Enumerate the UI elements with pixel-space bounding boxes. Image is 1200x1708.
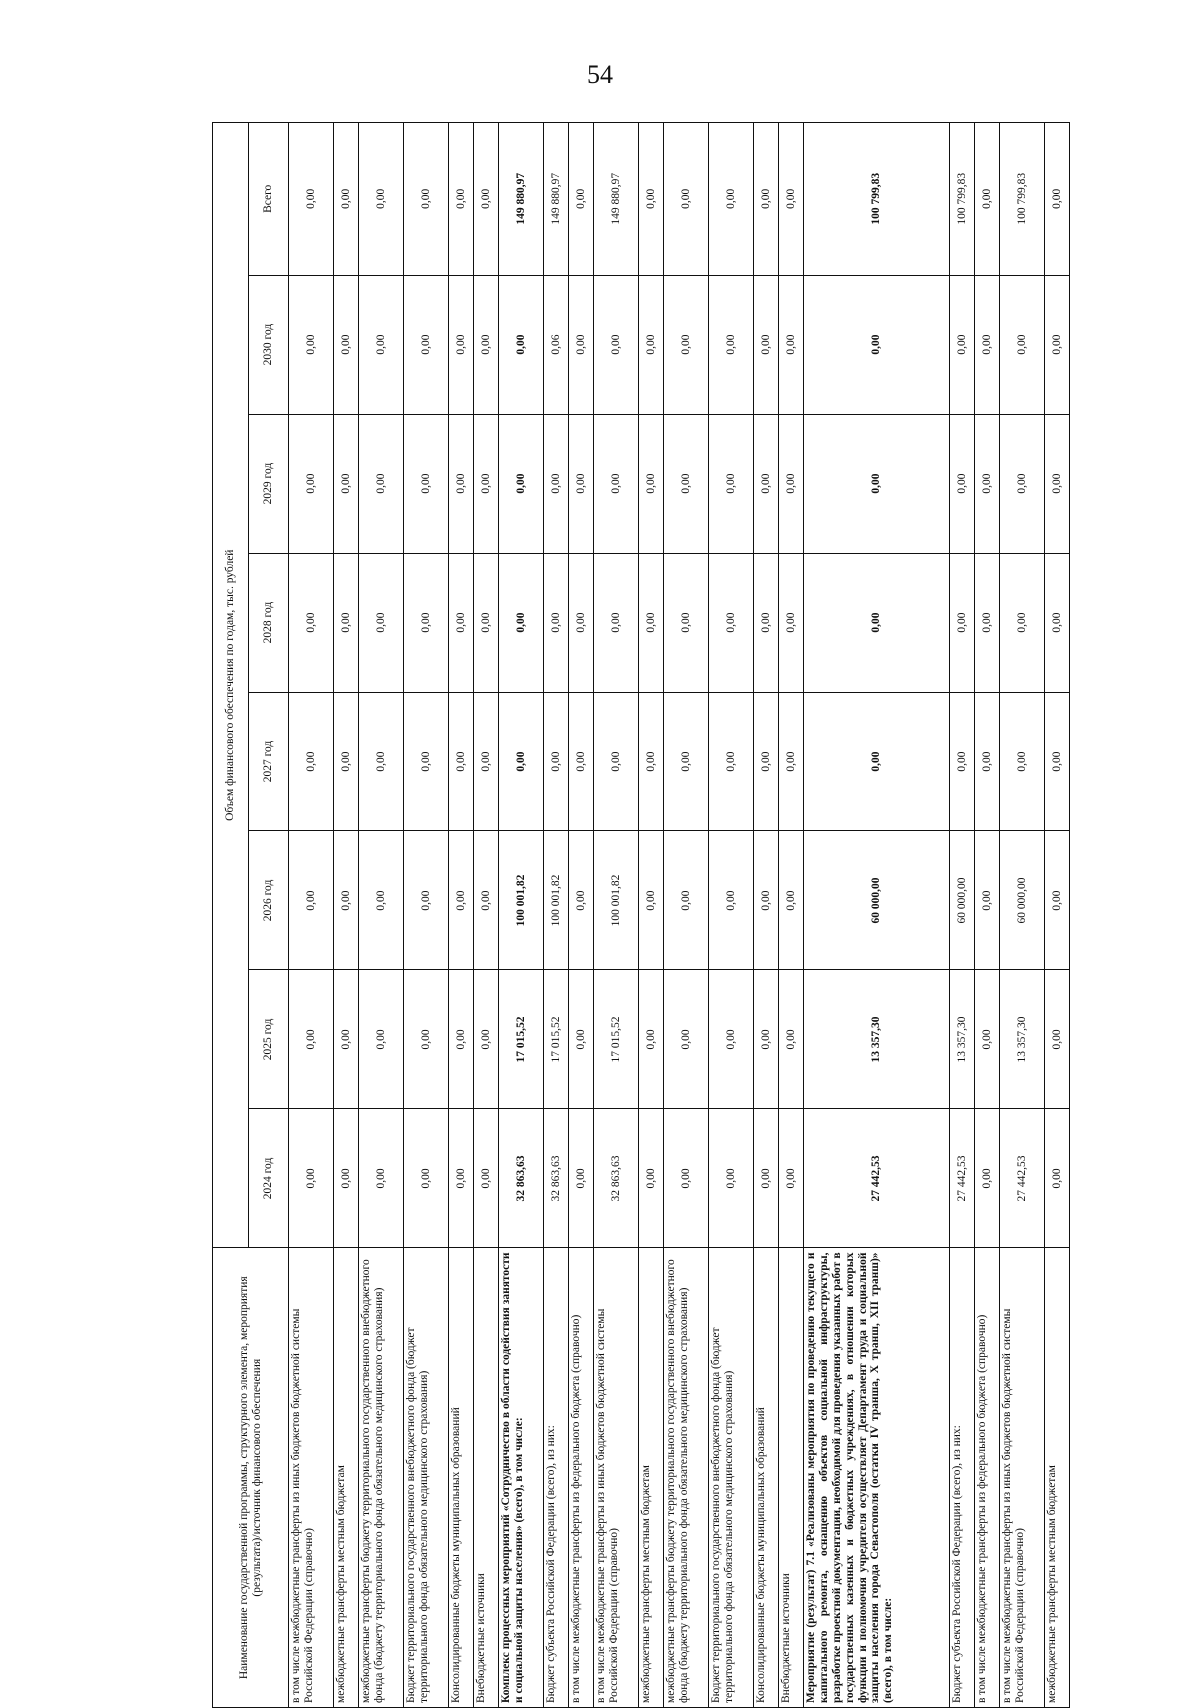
- page-number: 54: [587, 60, 613, 89]
- value-cell: 27 442,53: [950, 1109, 975, 1248]
- value-cell: 0,00: [474, 123, 499, 276]
- value-cell: 0,00: [975, 553, 1000, 692]
- value-cell: 0,00: [593, 692, 638, 831]
- value-cell: 0,00: [804, 414, 950, 553]
- value-cell: 0,00: [709, 275, 754, 414]
- table-row: [779, 123, 804, 1708]
- value-cell: 100 799,83: [804, 123, 950, 276]
- value-cell: 0,00: [779, 553, 804, 692]
- value-cell: 0,00: [359, 692, 404, 831]
- value-cell: 0,00: [975, 970, 1000, 1109]
- value-cell: 32 863,63: [499, 1109, 544, 1248]
- value-cell: 0,00: [593, 553, 638, 692]
- value-cell: 13 357,30: [804, 970, 950, 1109]
- value-cell: 0,00: [289, 970, 334, 1109]
- header-year: 2029 год: [249, 414, 289, 553]
- value-cell: 0,00: [474, 275, 499, 414]
- value-cell: 0,00: [334, 692, 359, 831]
- value-cell: 0,00: [999, 692, 1044, 831]
- row-label: межбюджетные трансферты местным бюджетам: [639, 1248, 664, 1708]
- value-cell: 0,00: [499, 275, 544, 414]
- value-cell: 0,00: [754, 275, 779, 414]
- value-cell: 149 880,97: [593, 123, 638, 276]
- value-cell: 0,00: [449, 831, 474, 970]
- value-cell: 27 442,53: [999, 1109, 1044, 1248]
- value-cell: 0,00: [569, 275, 594, 414]
- value-cell: 32 863,63: [544, 1109, 569, 1248]
- value-cell: 0,00: [999, 553, 1044, 692]
- header-year: 2026 год: [249, 831, 289, 970]
- value-cell: 0,00: [593, 275, 638, 414]
- table-row: [449, 123, 474, 1708]
- row-label: в том числе межбюджетные трансферты из федерального бюджета (справочно): [569, 1248, 594, 1708]
- value-cell: 17 015,52: [499, 970, 544, 1109]
- header-name-column: Наименование государственной программы, структурного элемента, мероприятия (результата)/источник финансового обеспечения: [213, 1248, 289, 1708]
- value-cell: 0,00: [639, 553, 664, 692]
- value-cell: 0,00: [779, 123, 804, 276]
- value-cell: 0,00: [639, 970, 664, 1109]
- value-cell: 0,00: [474, 970, 499, 1109]
- value-cell: 0,00: [1045, 414, 1070, 553]
- row-label: в том числе межбюджетные трансферты из иных бюджетов бюджетной системы Российской Федерации (справочно): [289, 1248, 334, 1708]
- value-cell: 0,00: [779, 275, 804, 414]
- value-cell: 0,00: [499, 414, 544, 553]
- table-row: [1045, 123, 1070, 1708]
- value-cell: 13 357,30: [950, 970, 975, 1109]
- value-cell: 0,00: [359, 970, 404, 1109]
- value-cell: 0,00: [804, 692, 950, 831]
- row-label: Бюджет территориального государственного внебюджетного фонда (бюджет территориального фонда обязательного медицинского страхования): [709, 1248, 754, 1708]
- value-cell: 0,06: [544, 275, 569, 414]
- value-cell: 0,00: [404, 275, 449, 414]
- value-cell: 0,00: [289, 1109, 334, 1248]
- row-label: Внебюджетные источники: [474, 1248, 499, 1708]
- value-cell: 60 000,00: [999, 831, 1044, 970]
- value-cell: 0,00: [569, 553, 594, 692]
- value-cell: 0,00: [950, 275, 975, 414]
- value-cell: 0,00: [779, 692, 804, 831]
- value-cell: 0,00: [639, 414, 664, 553]
- value-cell: 0,00: [569, 123, 594, 276]
- value-cell: 0,00: [1045, 123, 1070, 276]
- value-cell: 17 015,52: [544, 970, 569, 1109]
- value-cell: 0,00: [289, 123, 334, 276]
- value-cell: 0,00: [779, 414, 804, 553]
- value-cell: 0,00: [999, 275, 1044, 414]
- row-label: Консолидированные бюджеты муниципальных образований: [754, 1248, 779, 1708]
- value-cell: 0,00: [639, 692, 664, 831]
- value-cell: 0,00: [663, 414, 708, 553]
- table-row: [593, 123, 638, 1708]
- value-cell: 149 880,97: [499, 123, 544, 276]
- table-row: [359, 123, 404, 1708]
- value-cell: 0,00: [334, 414, 359, 553]
- row-label: межбюджетные трансферты местным бюджетам: [1045, 1248, 1070, 1708]
- value-cell: 0,00: [779, 1109, 804, 1248]
- value-cell: 0,00: [569, 414, 594, 553]
- value-cell: 0,00: [289, 831, 334, 970]
- value-cell: 0,00: [569, 692, 594, 831]
- value-cell: 0,00: [449, 970, 474, 1109]
- value-cell: 0,00: [359, 831, 404, 970]
- table-row: [639, 123, 664, 1708]
- row-label: Бюджет субъекта Российской Федерации (всего), из них:: [544, 1248, 569, 1708]
- value-cell: 0,00: [663, 970, 708, 1109]
- row-label: межбюджетные трансферты бюджету территориального государственного внебюджетного фонда (бюджету территориального фонда обязательного медицинского страхования): [359, 1248, 404, 1708]
- value-cell: 0,00: [474, 414, 499, 553]
- table-row: [975, 123, 1000, 1708]
- value-cell: 0,00: [950, 692, 975, 831]
- table-row: [804, 123, 950, 1708]
- value-cell: 0,00: [975, 414, 1000, 553]
- value-cell: 0,00: [804, 275, 950, 414]
- value-cell: 13 357,30: [999, 970, 1044, 1109]
- value-cell: 0,00: [1045, 831, 1070, 970]
- value-cell: 0,00: [359, 1109, 404, 1248]
- value-cell: 0,00: [950, 414, 975, 553]
- value-cell: 0,00: [779, 831, 804, 970]
- table-row: [950, 123, 975, 1708]
- value-cell: 0,00: [709, 123, 754, 276]
- value-cell: 0,00: [474, 1109, 499, 1248]
- table-row: [544, 123, 569, 1708]
- value-cell: 27 442,53: [804, 1109, 950, 1248]
- value-cell: 0,00: [404, 1109, 449, 1248]
- value-cell: 100 001,82: [593, 831, 638, 970]
- value-cell: 0,00: [779, 970, 804, 1109]
- value-cell: 0,00: [709, 553, 754, 692]
- value-cell: 0,00: [334, 553, 359, 692]
- value-cell: 0,00: [663, 275, 708, 414]
- value-cell: 0,00: [359, 123, 404, 276]
- value-cell: 0,00: [1045, 692, 1070, 831]
- row-label: Консолидированные бюджеты муниципальных образований: [449, 1248, 474, 1708]
- value-cell: 0,00: [975, 123, 1000, 276]
- value-cell: 0,00: [334, 275, 359, 414]
- header-year: 2025 год: [249, 970, 289, 1109]
- value-cell: 0,00: [1045, 1109, 1070, 1248]
- row-label: межбюджетные трансферты местным бюджетам: [334, 1248, 359, 1708]
- value-cell: 100 001,82: [544, 831, 569, 970]
- value-cell: 0,00: [709, 831, 754, 970]
- table-row: [404, 123, 449, 1708]
- value-cell: 0,00: [663, 553, 708, 692]
- value-cell: 0,00: [754, 553, 779, 692]
- value-cell: 0,00: [404, 414, 449, 553]
- value-cell: 0,00: [544, 553, 569, 692]
- header-year: 2024 год: [249, 1109, 289, 1248]
- value-cell: 0,00: [499, 553, 544, 692]
- value-cell: 0,00: [1045, 275, 1070, 414]
- table-row: [474, 123, 499, 1708]
- value-cell: 0,00: [709, 970, 754, 1109]
- value-cell: 0,00: [754, 414, 779, 553]
- rotated-table-container: [212, 122, 1070, 1708]
- row-label: в том числе межбюджетные трансферты из иных бюджетов бюджетной системы Российской Федерации (справочно): [593, 1248, 638, 1708]
- value-cell: 0,00: [474, 553, 499, 692]
- table-row: [754, 123, 779, 1708]
- value-cell: 0,00: [999, 414, 1044, 553]
- value-cell: 0,00: [754, 1109, 779, 1248]
- value-cell: 0,00: [334, 831, 359, 970]
- header-year: 2030 год: [249, 275, 289, 414]
- value-cell: 149 880,97: [544, 123, 569, 276]
- value-cell: 0,00: [404, 123, 449, 276]
- value-cell: 0,00: [709, 1109, 754, 1248]
- financing-table: [212, 122, 1070, 1708]
- value-cell: 0,00: [404, 970, 449, 1109]
- value-cell: 0,00: [289, 414, 334, 553]
- value-cell: 0,00: [709, 692, 754, 831]
- value-cell: 0,00: [359, 553, 404, 692]
- value-cell: 0,00: [663, 692, 708, 831]
- row-label: Бюджет субъекта Российской Федерации (всего), из них:: [950, 1248, 975, 1708]
- row-label: Бюджет территориального государственного внебюджетного фонда (бюджет территориального фонда обязательного медицинского страхования): [404, 1248, 449, 1708]
- table-row: [289, 123, 334, 1708]
- value-cell: 60 000,00: [804, 831, 950, 970]
- value-cell: 0,00: [449, 1109, 474, 1248]
- value-cell: 0,00: [449, 692, 474, 831]
- value-cell: 0,00: [1045, 970, 1070, 1109]
- value-cell: 0,00: [639, 831, 664, 970]
- value-cell: 0,00: [639, 123, 664, 276]
- table-row: [569, 123, 594, 1708]
- value-cell: 0,00: [754, 970, 779, 1109]
- value-cell: 0,00: [804, 553, 950, 692]
- value-cell: 0,00: [289, 275, 334, 414]
- value-cell: 0,00: [639, 275, 664, 414]
- value-cell: 0,00: [544, 692, 569, 831]
- row-label: Мероприятие (результат) 7.1 «Реализованы мероприятия по проведению текущего и капитального ремонта, оснащению объектов социальной инфраструктуры, разработке проектной документации, необходимой для проведения указанных работ в государственных казенных и бюджетных учреждениях, в отношении которых функции и полномочия учредителя осуществляет Департамент труда и социальной защиты населения города Севастополя (остатки IV транша, X транш, XII транш)» (всего), в том числе:: [804, 1248, 950, 1708]
- value-cell: 0,00: [449, 123, 474, 276]
- value-cell: 32 863,63: [593, 1109, 638, 1248]
- row-label: Комплекс процессных мероприятий «Сотрудничество в области содействия занятости и социальной защиты населения» (всего), в том числе:: [499, 1248, 544, 1708]
- table-row: [663, 123, 708, 1708]
- table-row: [334, 123, 359, 1708]
- row-label: межбюджетные трансферты бюджету территориального государственного внебюджетного фонда (бюджету территориального фонда обязательного медицинского страхования): [663, 1248, 708, 1708]
- value-cell: 0,00: [404, 692, 449, 831]
- value-cell: 0,00: [754, 692, 779, 831]
- header-year: 2027 год: [249, 692, 289, 831]
- value-cell: 0,00: [709, 414, 754, 553]
- row-label: Внебюджетные источники: [779, 1248, 804, 1708]
- value-cell: 0,00: [663, 123, 708, 276]
- value-cell: 0,00: [569, 970, 594, 1109]
- value-cell: 0,00: [474, 831, 499, 970]
- value-cell: 0,00: [404, 831, 449, 970]
- value-cell: 0,00: [950, 553, 975, 692]
- value-cell: 0,00: [449, 414, 474, 553]
- table-row: [999, 123, 1044, 1708]
- value-cell: 0,00: [975, 692, 1000, 831]
- value-cell: 0,00: [334, 1109, 359, 1248]
- value-cell: 0,00: [593, 414, 638, 553]
- value-cell: 0,00: [975, 831, 1000, 970]
- row-label: в том числе межбюджетные трансферты из иных бюджетов бюджетной системы Российской Федерации (справочно): [999, 1248, 1044, 1708]
- table-row: [499, 123, 544, 1708]
- row-label: в том числе межбюджетные трансферты из федерального бюджета (справочно): [975, 1248, 1000, 1708]
- table-row: [709, 123, 754, 1708]
- value-cell: 0,00: [499, 692, 544, 831]
- value-cell: 0,00: [663, 831, 708, 970]
- value-cell: 60 000,00: [950, 831, 975, 970]
- value-cell: 100 799,83: [950, 123, 975, 276]
- value-cell: 0,00: [663, 1109, 708, 1248]
- value-cell: 100 799,83: [999, 123, 1044, 276]
- value-cell: 17 015,52: [593, 970, 638, 1109]
- header-group: Объем финансового обеспечения по годам, тыс. рублей: [213, 123, 249, 1248]
- value-cell: 0,00: [544, 414, 569, 553]
- value-cell: 0,00: [569, 831, 594, 970]
- value-cell: 0,00: [975, 1109, 1000, 1248]
- value-cell: 0,00: [569, 1109, 594, 1248]
- value-cell: 0,00: [754, 123, 779, 276]
- value-cell: 0,00: [404, 553, 449, 692]
- value-cell: 0,00: [754, 831, 779, 970]
- value-cell: 0,00: [639, 1109, 664, 1248]
- value-cell: 0,00: [289, 692, 334, 831]
- value-cell: 0,00: [334, 123, 359, 276]
- value-cell: 0,00: [975, 275, 1000, 414]
- value-cell: 0,00: [449, 275, 474, 414]
- value-cell: 0,00: [289, 553, 334, 692]
- header-year: Всего: [249, 123, 289, 276]
- value-cell: 0,00: [474, 692, 499, 831]
- value-cell: 0,00: [359, 414, 404, 553]
- value-cell: 0,00: [449, 553, 474, 692]
- value-cell: 0,00: [359, 275, 404, 414]
- header-year: 2028 год: [249, 553, 289, 692]
- value-cell: 100 001,82: [499, 831, 544, 970]
- value-cell: 0,00: [334, 970, 359, 1109]
- value-cell: 0,00: [1045, 553, 1070, 692]
